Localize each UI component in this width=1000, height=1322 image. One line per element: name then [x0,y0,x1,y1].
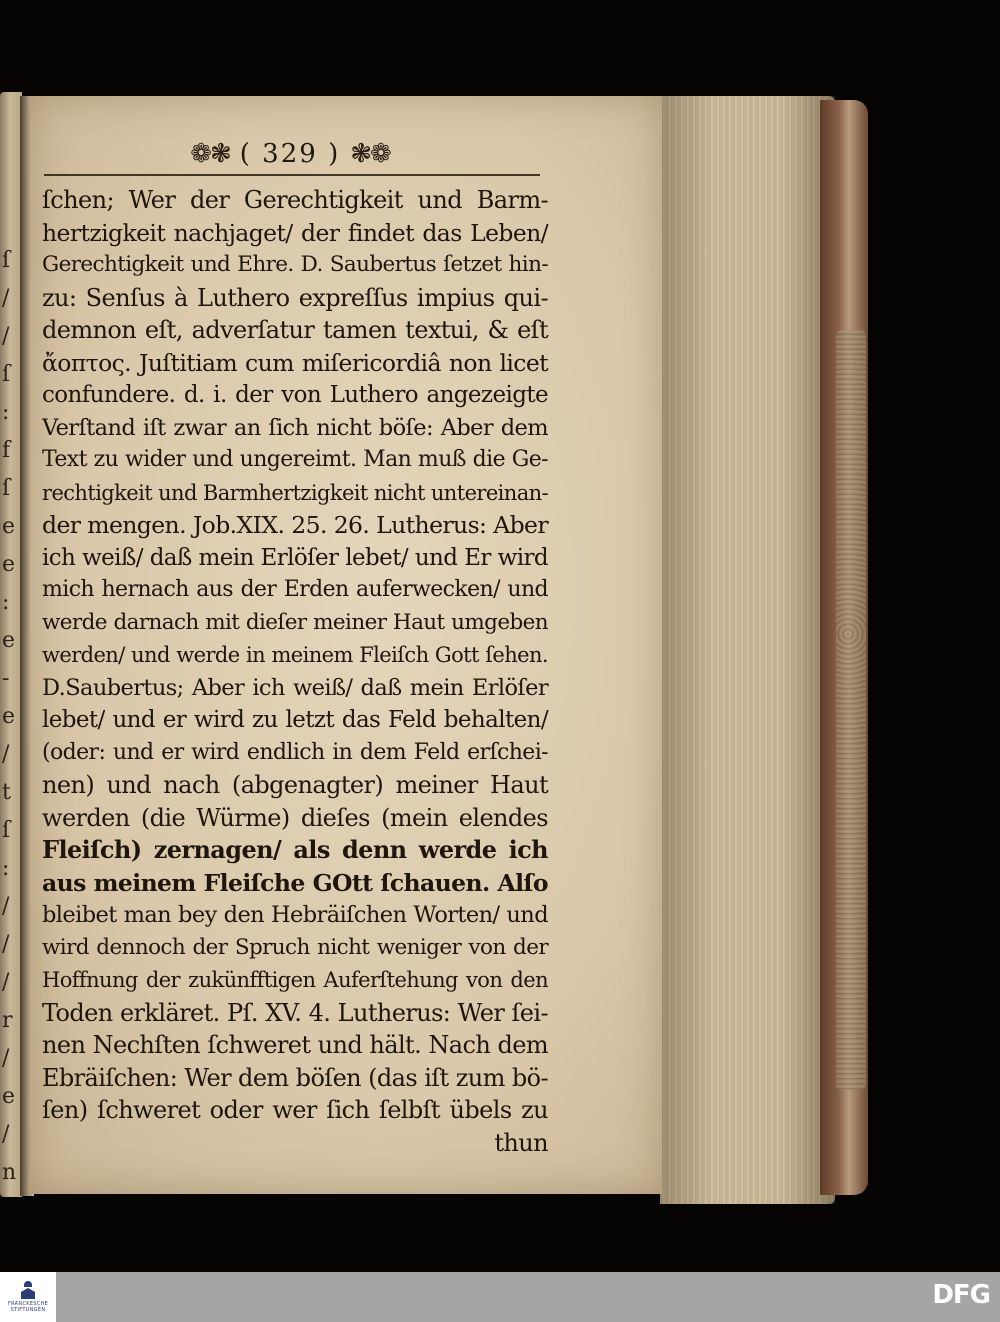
text-line: Text zu wider und ungereimt. Man muß die Ge- [42,447,548,472]
left-facing-page [0,92,22,1197]
left-page-mark: e [2,628,16,653]
catchword: thun [494,1128,548,1157]
page-header [190,134,390,174]
left-page-mark: ſ [2,476,11,501]
text-line: bleibet man bey den Hebräiſchen Worten/ und [42,902,548,928]
left-page-mark: / [2,286,10,311]
page-number: ( 329 ) [239,139,341,169]
viewer-footer [0,1272,1000,1322]
text-line: werde darnach mit dieſer meiner Haut umgeben [42,609,548,635]
left-page-text-fragments [2,242,18,1222]
left-page-mark: / [2,894,10,919]
left-page-mark: / [2,1122,10,1147]
ornament-left-icon: ❁❃ [190,139,230,169]
left-page-mark: ſ [2,248,11,273]
text-line: Ebräiſchen: Wer dem böſen (das iſt zum bö- [42,1063,548,1092]
left-page-mark: : [2,856,10,881]
left-page-mark: r [2,1008,13,1033]
left-page-mark: t [2,780,11,805]
francke-emblem-icon [20,1281,36,1301]
logo-text-1: FRANCKESCHE [7,1301,49,1307]
left-page-mark: / [2,324,10,349]
text-line: demnon eſt, adverſatur tamen textui, & eſt [42,316,548,344]
text-line: zu: Senſus à Luthero expreſſus impius qui- [42,283,548,312]
header-rule [44,174,540,176]
dfg-logo[interactable]: DFG [932,1280,990,1310]
left-page-mark: : [2,590,10,615]
left-page-mark: ſ [2,362,11,387]
text-line: lebet/ und er wird zu letzt das Feld behalten/ [42,707,548,733]
left-page-mark: e [2,704,16,729]
left-page-mark: e [2,514,16,539]
cover-marbling [836,330,866,1090]
left-page-mark: f [2,438,11,463]
text-line: mich hernach aus der Erden auferwecken/ und [42,577,548,602]
logo-text-2: STIFTUNGEN [10,1307,46,1313]
left-page-mark: / [2,932,10,957]
left-page-mark: e [2,1084,16,1109]
left-page-mark: / [2,1046,10,1071]
left-page-mark: : [2,400,10,425]
text-line: Gerechtigkeit und Ehre. D. Saubertus ſetzet hin- [42,252,548,277]
left-page-mark: / [2,970,10,995]
text-line: werden/ und werde in meinem Fleiſch Gott ſehen. [42,643,548,667]
page-edge-shade [660,96,835,1204]
text-line: Hoffnung der zukünfftigen Auferſtehung von den [42,968,548,992]
text-line: nen Nechſten ſchweret und hält. Nach dem [42,1031,548,1059]
text-line: Verſtand iſt zwar an ſich nicht böſe: Aber dem [42,414,548,441]
text-line: D.Saubertus; Aber ich weiß/ daß mein Erlöſer [42,674,548,701]
left-page-mark: e [2,552,16,577]
text-line: wird dennoch der Spruch nicht weniger von der [42,934,548,960]
text-line: ſchen; Wer der Gerechtigkeit und Barm- [42,186,548,214]
text-line: nen) und nach (abgenagter) meiner Haut [42,771,548,799]
body-text [42,184,548,1159]
text-line: aus meinem Fleiſche GOtt ſchauen. Alſo [42,868,548,897]
text-line: ἄοπτος. Juſtitiam cum miſericordiâ non licet [42,348,548,377]
left-page-mark: / [2,742,10,767]
text-line: werden (die Würme) dieſes (mein elendes [42,803,548,832]
ornament-right-icon: ❃❁ [350,139,390,169]
text-line: confundere. d. i. der von Luthero angezeigte [42,382,548,408]
text-line: ſen) ſchweret oder wer ſich ſelbſt übels zu [42,1096,548,1124]
text-line: Toden erkläret. Pſ. XV. 4. Lutherus: Wer ſei- [42,998,548,1027]
left-page-mark: - [2,666,10,691]
text-line: hertzigkeit nachjaget/ der findet das Leben/ [42,218,548,247]
text-line: der mengen. Job.XIX. 25. 26. Lutherus: Aber [42,511,548,539]
left-page-mark: ſ [2,818,11,843]
text-line: ich weiß/ daß mein Erlöſer lebet/ und Er wird [42,544,548,571]
text-line: rechtigkeit und Barmhertzigkeit nicht untereinan- [42,480,549,505]
text-line: (oder: und er wird endlich in dem Feld erſchei- [42,739,548,765]
text-line: Fleiſch) zernagen/ als denn werde ich [42,835,548,864]
left-page-mark: n [2,1160,17,1185]
francke-logo[interactable] [0,1272,56,1322]
